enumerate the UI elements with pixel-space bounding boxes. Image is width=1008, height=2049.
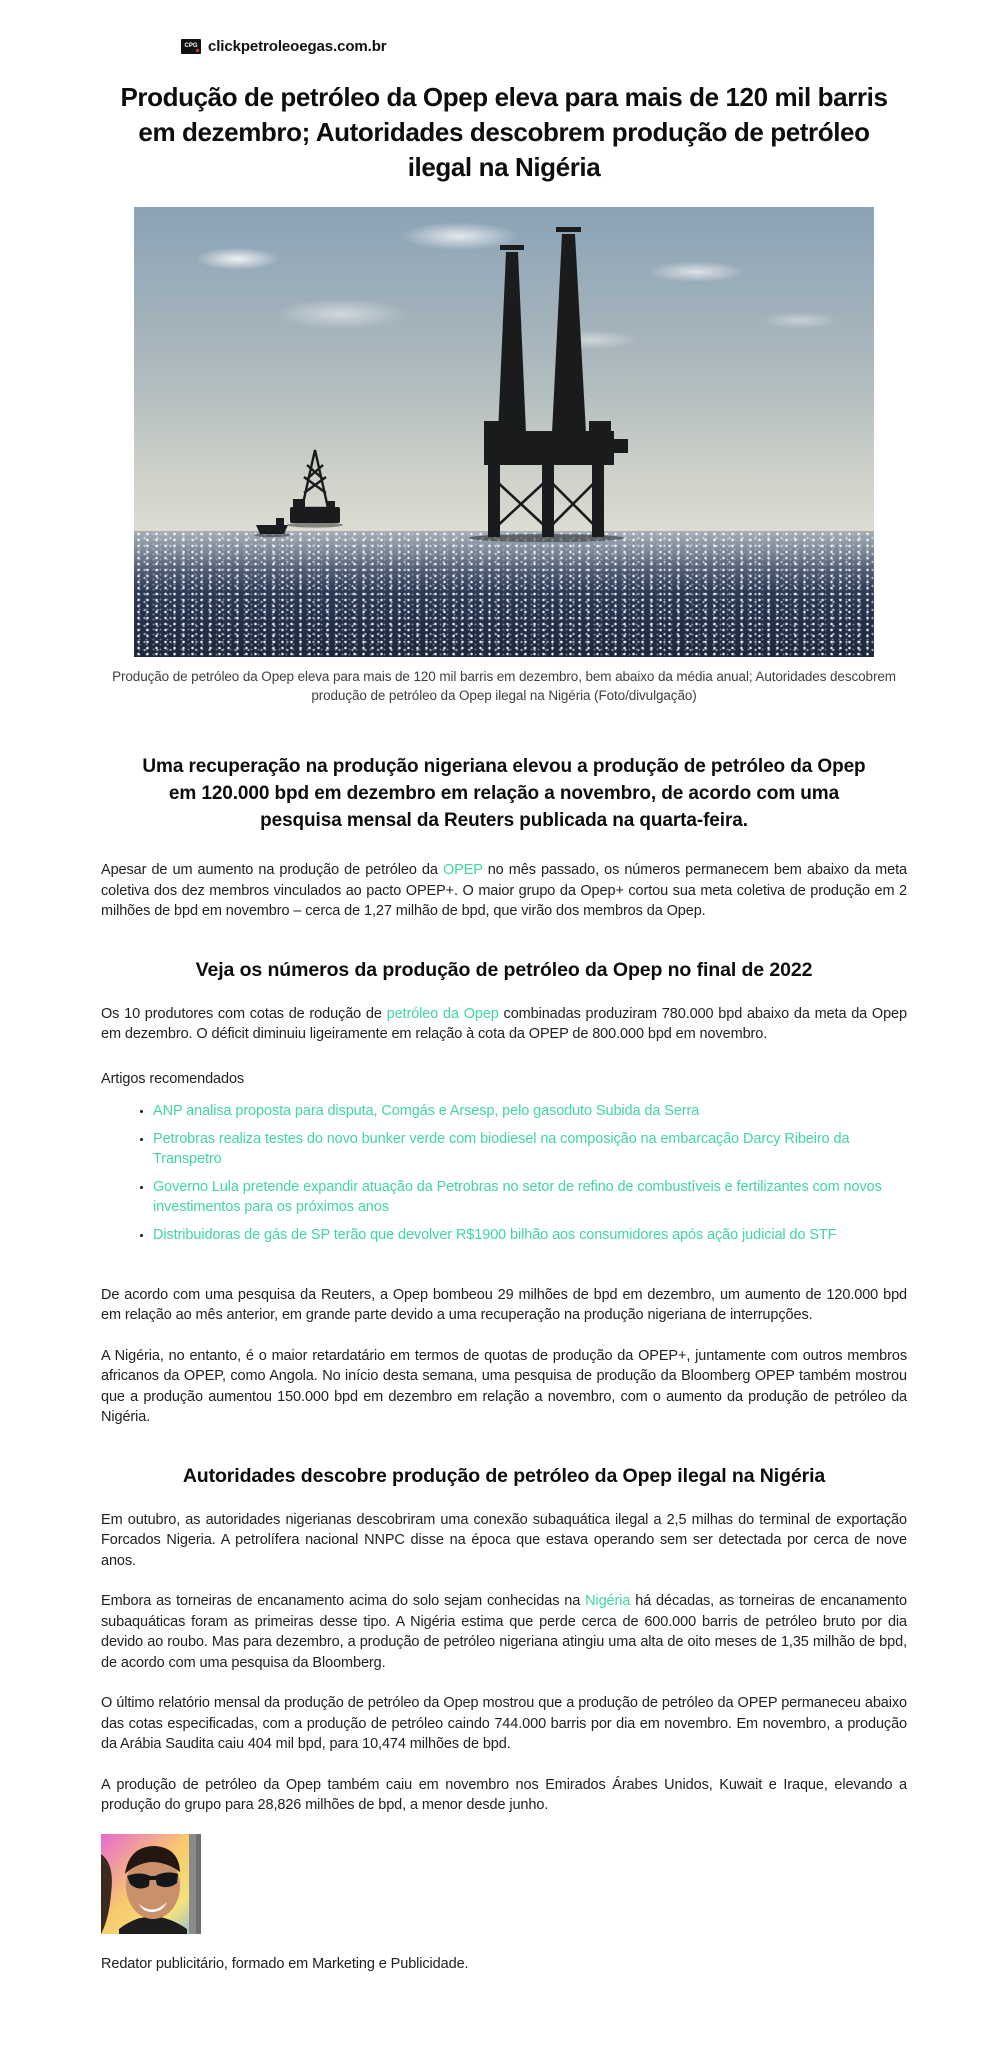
hero-image-oil-rigs <box>134 207 874 657</box>
paragraph-reuters-survey: De acordo com uma pesquisa da Reuters, a Opep bombeou 29 milhões de bpd em dezembro, um aumento de 120.000 bpd em relação ao mês anterior, em grande parte devido a uma recuperação na produção nigeriana de interrupções. <box>101 1286 907 1323</box>
recommended-articles-label: Artigos recomendados <box>101 1070 245 1087</box>
paragraph-taps-theft <box>101 1591 907 1673</box>
list-item <box>153 1177 907 1217</box>
author-avatar <box>101 1834 201 1934</box>
paragraph-november-drop: A produção de petróleo da Opep também caiu em novembro nos Emirados Árabes Unidos, Kuwait e Iraque, elevando a produção do grupo para 28,826 milhões de bpd, a menor desde junho. <box>101 1776 907 1813</box>
paragraph-text: Os 10 produtores com cotas de rodução de <box>101 1005 387 1022</box>
petroleo-opep-link[interactable]: petróleo da Opep <box>386 1005 499 1022</box>
paragraph-illegal-connection: Em outubro, as autoridades nigerianas descobriram uma conexão subaquática ilegal a 2,5 milhas do terminal de exportação Forcados Nigeria. A petrolífera nacional NNPC disse na época que estava operando sem ser detectada por cerca de nove anos. <box>101 1511 907 1569</box>
site-logo-icon: CPG <box>181 39 201 54</box>
section-heading-authorities: Autoridades descobre produção de petróleo da Opep ilegal na Nigéria <box>182 1464 826 1487</box>
list-item <box>153 1225 907 1245</box>
recommended-link-governo-lula[interactable]: Governo Lula pretende expandir atuação da Petrobras no setor de refino de combustíveis e fertilizantes com novos investimentos para os próximos anos <box>153 1178 882 1215</box>
list-item <box>153 1129 907 1169</box>
recommended-link-distribuidoras-gas[interactable]: Distribuidoras de gás de SP terão que devolver R$1900 bilhão aos consumidores após ação judicial do STF <box>153 1226 837 1243</box>
section-heading-numbers: Veja os números da produção de petróleo da Opep no final de 2022 <box>195 958 813 981</box>
paragraph-producers-quota <box>101 1004 907 1045</box>
list-item <box>153 1101 907 1121</box>
paragraph-monthly-report: O último relatório mensal da produção de petróleo da Opep mostrou que a produção de petróleo da OPEP permaneceu abaixo das cotas especificadas, com a produção de petróleo caindo 744.000 barris por dia em novembro. Em novembro, a produção da Arábia Saudita caiu 404 mil bpd, para 10,474 milhões de bpd. <box>101 1695 907 1752</box>
paragraph-text: Apesar de um aumento na produção de petróleo da <box>101 862 443 878</box>
article-page <box>101 36 907 1972</box>
article-lede: Uma recuperação na produção nigeriana elevou a produção de petróleo da Opep em 120.000 bpd em dezembro em relação a novembro, de acordo com uma pesquisa mensal da Reuters publicada na quarta-feira. <box>142 756 866 831</box>
article-title: Produção de petróleo da Opep eleva para mais de 120 mil barris em dezembro; Autoridades descobrem produção de petróleo ilegal na Nigéria <box>120 82 888 182</box>
paragraph-text: combinadas produziram 780.000 bpd abaixo da meta da Opep em dezembro. O déficit diminuiu ligeiramente em relação à cota da OPEP de 800.000 bpd em novembro. <box>101 1005 907 1042</box>
paragraph-text: há décadas, as torneiras de encanamento subaquáticas foram as primeiras desse tipo. A Nigéria estima que perde cerca de 600.000 barris de petróleo bruto por dia devido ao roubo. Mas para dezembro, a produção de petróleo nigeriana atingiu uma alta de oito meses de 1,35 milhão de bpd, de acordo com uma pesquisa da Bloomberg. <box>101 1593 908 1671</box>
recommended-articles-list <box>101 1101 907 1245</box>
recommended-link-anp[interactable]: ANP analisa proposta para disputa, Comgás e Arsesp, pelo gasoduto Subida da Serra <box>153 1102 700 1119</box>
hero-caption: Produção de petróleo da Opep eleva para mais de 120 mil barris em dezembro, bem abaixo da média anual; Autoridades descobrem produção de petróleo da Opep ilegal na Nigéria (Foto/divulgação) <box>112 669 896 703</box>
recommended-link-petrobras-bunker[interactable]: Petrobras realiza testes do novo bunker verde com biodiesel na composição na embarcação Darcy Ribeiro da Transpetro <box>153 1130 850 1167</box>
paragraph-text: no mês passado, os números permanecem bem abaixo da meta coletiva dos dez membros vinculados ao pacto OPEP+. O maior grupo da Opep+ cortou sua meta coletiva de produção em 2 milhões de bpd em novembro – cerca de 1,27 milhão de bpd, que virão dos membros da Opep. <box>101 862 907 919</box>
opep-link[interactable]: OPEP <box>442 862 483 878</box>
paragraph-opep-increase <box>101 860 907 922</box>
hero-figure <box>101 207 907 705</box>
author-bio: Redator publicitário, formado em Marketing e Publicidade. <box>101 1955 469 1972</box>
site-name: clickpetroleoegas.com.br <box>208 37 387 55</box>
oil-rig-silhouettes <box>134 207 874 657</box>
paragraph-text: Embora as torneiras de encanamento acima do solo sejam conhecidas na <box>101 1593 586 1609</box>
nigeria-link[interactable]: Nigéria <box>585 1593 631 1609</box>
site-header <box>181 36 907 56</box>
paragraph-nigeria-laggard: A Nigéria, no entanto, é o maior retardatário em termos de quotas de produção da OPEP+, juntamente com outros membros africanos da OPEP, como Angola. No início desta semana, uma pesquisa de produção da Bloomberg OPEP também mostrou que a produção aumentou 150.000 bpd em dezembro em relação a novembro, com o aumento da produção de petróleo da Nigéria. <box>101 1347 907 1425</box>
